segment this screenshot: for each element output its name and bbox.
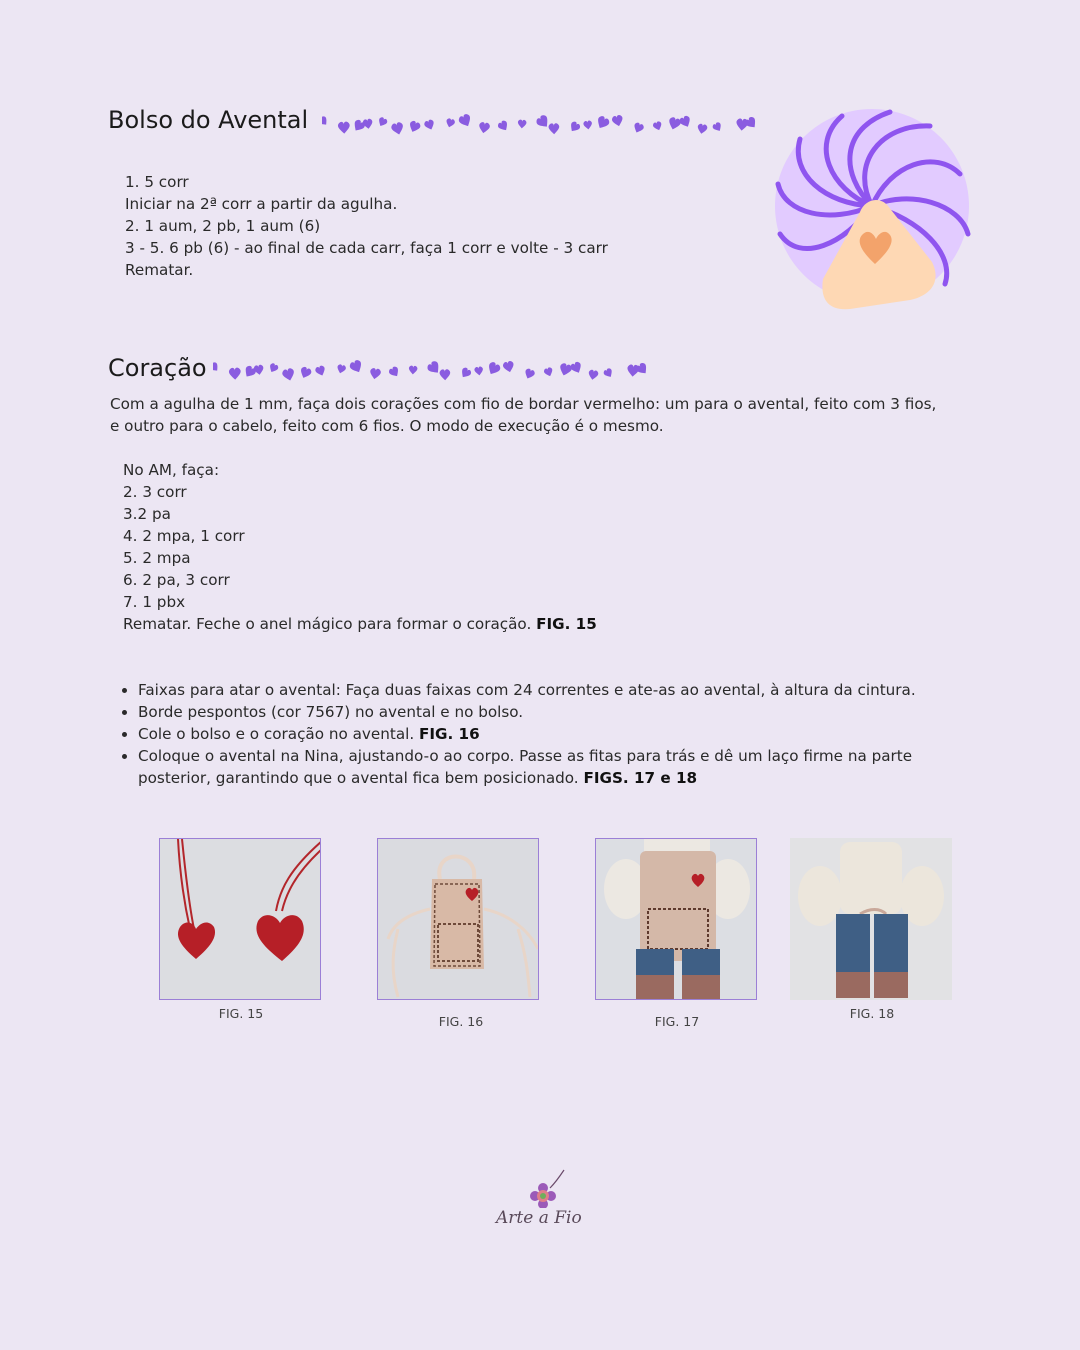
heart-icon xyxy=(439,369,450,380)
final-text: Rematar. Feche o anel mágico para formar o coração. xyxy=(123,615,532,633)
heart-icon xyxy=(322,115,329,127)
coracao-title: Coração xyxy=(108,354,207,382)
heart-icon xyxy=(407,120,421,134)
heart-icon xyxy=(390,121,404,136)
heart-icon xyxy=(497,119,510,132)
apron-photo-icon xyxy=(378,839,539,1000)
heart-icon xyxy=(229,367,241,380)
fig-reference: FIG. 15 xyxy=(536,615,597,633)
hearts-divider-icon xyxy=(322,112,758,136)
flower-logo-icon xyxy=(486,1168,596,1208)
fig-caption: FIG. 15 xyxy=(218,1006,264,1021)
logo-text: Arte a Fio xyxy=(496,1208,582,1228)
list-item: • Coloque o avental na Nina, ajustando-o ao corpo. Passe as fitas para trás e dê um laço firme na parte posterior, garantindo que o avental fica bem posicionado. FIGS. 17 e 18 xyxy=(138,745,1010,789)
heart-icon xyxy=(744,115,758,130)
coracao-line: 6. 2 pa, 3 corr xyxy=(123,571,230,589)
hearts-divider-icon xyxy=(213,358,649,382)
heart-icon xyxy=(583,120,593,130)
yarn-pocket-illustration-icon xyxy=(770,104,975,316)
doll-front-photo-icon xyxy=(596,839,757,1000)
heart-icon xyxy=(486,361,502,377)
heart-icon xyxy=(603,367,615,379)
bolso-line: Iniciar na 2ª corr a partir da agulha. xyxy=(125,195,398,213)
fig-reference: FIG. 16 xyxy=(419,725,480,743)
heart-icon xyxy=(518,119,527,128)
fig-16-image xyxy=(377,838,539,1000)
heart-icon xyxy=(678,115,692,129)
heart-icon xyxy=(523,368,536,381)
fig-15-image xyxy=(159,838,321,1000)
fig-17-image xyxy=(595,838,757,1000)
doll-back-photo-icon xyxy=(790,838,952,1000)
bolso-title: Bolso do Avental xyxy=(108,106,309,134)
heart-icon xyxy=(253,364,264,375)
bolso-line: Rematar. xyxy=(125,261,194,279)
fig-18-image xyxy=(790,838,952,1000)
heart-icon xyxy=(377,116,389,128)
bolso-instructions xyxy=(125,171,608,281)
heart-icon xyxy=(569,361,583,375)
heart-icon xyxy=(548,123,559,134)
assembly-steps xyxy=(110,679,1010,789)
brand-logo xyxy=(486,1168,596,1238)
coracao-instructions xyxy=(123,459,597,635)
heart-icon xyxy=(652,121,663,132)
coracao-line: 5. 2 mpa xyxy=(123,549,191,567)
heart-icon xyxy=(423,119,435,132)
heart-icon xyxy=(611,114,624,127)
heart-icon xyxy=(568,120,581,133)
fig-caption: FIG. 17 xyxy=(654,1014,700,1029)
coracao-final-line xyxy=(123,613,597,635)
heart-icon xyxy=(478,122,490,135)
bolso-line: 1. 5 corr xyxy=(125,173,189,191)
bolso-line: 3 - 5. 6 pb (6) - ao final de cada carr, faça 1 corr e volte - 3 carr xyxy=(125,239,608,257)
heart-icon xyxy=(409,365,418,374)
heart-icon xyxy=(459,366,472,379)
heart-icon xyxy=(595,115,611,131)
heart-icon xyxy=(314,365,326,378)
coracao-intro xyxy=(110,393,936,437)
coracao-line: No AM, faça: xyxy=(123,461,220,479)
fig-caption: FIG. 16 xyxy=(438,1014,484,1029)
intro-line: e outro para o cabelo, feito com 6 fios. O modo de execução é o mesmo. xyxy=(110,417,664,435)
fig-caption: FIG. 18 xyxy=(849,1006,895,1021)
fig-reference: FIGS. 17 e 18 xyxy=(583,769,698,787)
heart-icon xyxy=(474,366,484,376)
heart-icon xyxy=(298,366,312,380)
heart-icon xyxy=(457,113,473,129)
heart-icon xyxy=(369,368,381,381)
heart-icon xyxy=(632,122,645,135)
heart-icon xyxy=(338,121,350,134)
coracao-line: 3.2 pa xyxy=(123,505,171,523)
list-item: • Faixas para atar o avental: Faça duas faixas com 24 correntes e ate-as ao avental, à altura da cintura. xyxy=(138,679,1010,701)
heart-icon xyxy=(667,116,682,131)
bolso-line: 2. 1 aum, 2 pb, 1 aum (6) xyxy=(125,217,321,235)
list-item: • Cole o bolso e o coração no avental. FIG. 16 xyxy=(138,723,1010,745)
heart-icon xyxy=(543,367,554,378)
coracao-line: 7. 1 pbx xyxy=(123,593,186,611)
heart-icon xyxy=(635,361,649,376)
coracao-line: 4. 2 mpa, 1 corr xyxy=(123,527,245,545)
heart-icon xyxy=(213,361,220,373)
heart-icon xyxy=(588,369,599,380)
intro-line: Com a agulha de 1 mm, faça dois corações com fio de bordar vermelho: um para o avental, feito com 3 fios, xyxy=(110,395,937,413)
coracao-line: 2. 3 corr xyxy=(123,483,187,501)
heart-icon xyxy=(697,123,708,134)
heart-icon xyxy=(362,118,373,129)
heart-icon xyxy=(712,121,724,133)
heart-icon xyxy=(388,365,401,378)
heart-icon xyxy=(348,359,364,375)
heart-icon xyxy=(336,364,347,375)
heart-icon xyxy=(281,367,295,382)
heart-icon xyxy=(445,118,456,129)
heart-icon xyxy=(558,362,573,377)
heart-icon xyxy=(268,362,280,374)
heart-icon xyxy=(502,360,515,373)
list-item: • Borde pespontos (cor 7567) no avental e no bolso. xyxy=(138,701,1010,723)
red-hearts-photo-icon xyxy=(160,839,321,1000)
